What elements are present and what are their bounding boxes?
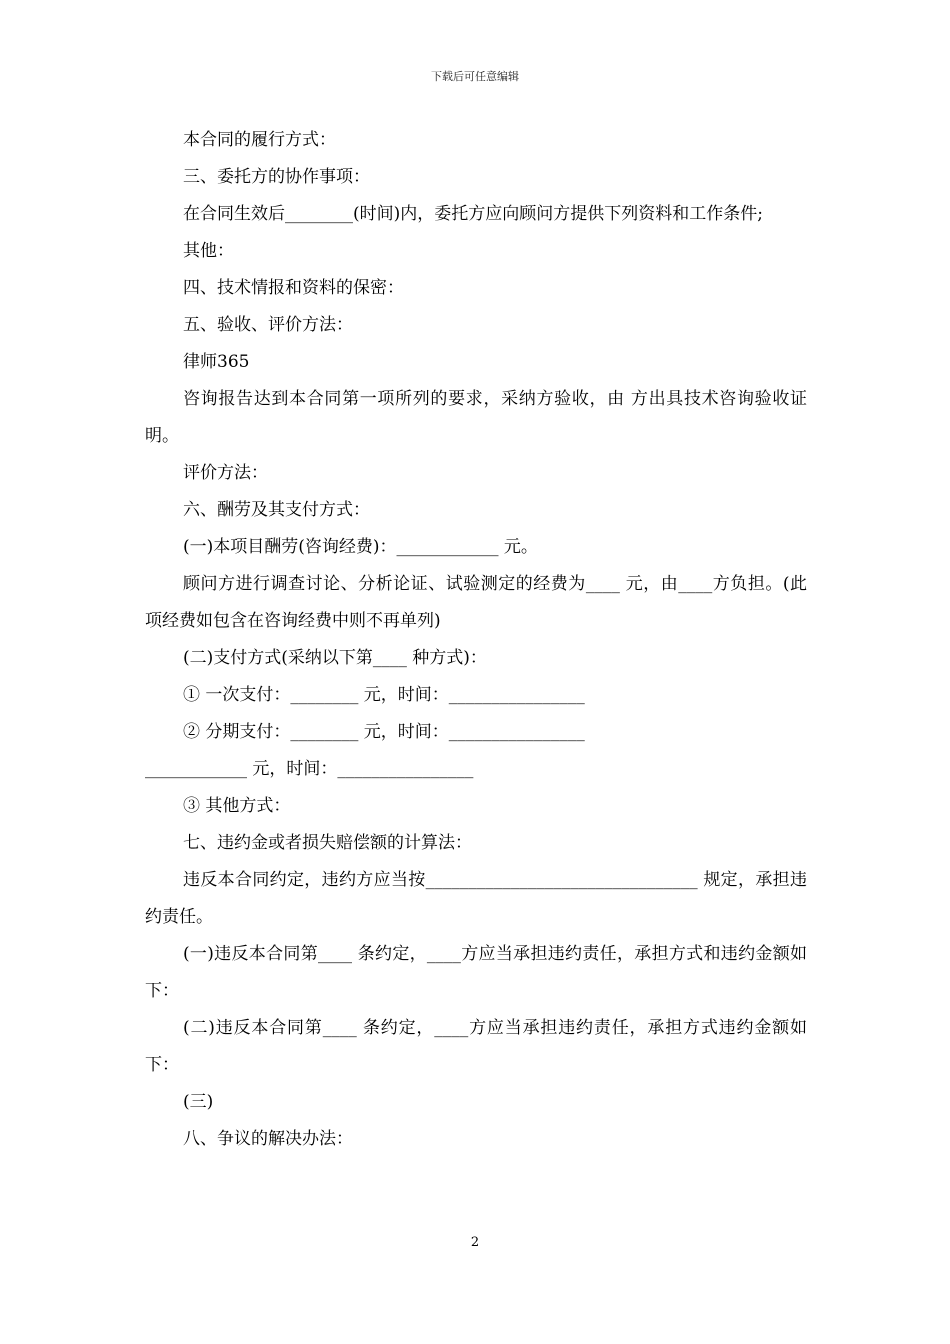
page-header: 下载后可任意编辑 [431,70,519,83]
paragraph: 顾问方进行调查讨论、分析论证、试验测定的经费为____ 元，由____方负担。(此项经费如包含在咨询经费中则不再单列) [145,574,807,631]
section-heading: 四、技术情报和资料的保密： [183,278,404,298]
section-heading: 六、酬劳及其支付方式： [183,500,370,520]
section-heading: 七、违约金或者损失赔偿额的计算法： [183,833,472,853]
paragraph: 咨询报告达到本合同第一项所列的要求，采纳方验收，由 方出具技术咨询验收证明。 [145,389,807,446]
section-heading: 三、委托方的协作事项： [183,167,370,187]
paragraph: 本合同的履行方式： [183,130,336,150]
section-heading: 五、验收、评价方法： [183,315,353,335]
paragraph: 律师365 [183,352,250,372]
paragraph: 评价方法： [183,463,268,483]
page-number: 2 [470,1235,480,1250]
paragraph: (三) [183,1092,214,1112]
paragraph: 其他： [183,241,234,261]
section-heading: 八、争议的解决办法： [183,1129,353,1149]
paragraph: 在合同生效后________(时间)内，委托方应向顾问方提供下列资料和工作条件; [183,204,763,224]
payment-option-line: ① 一次支付：________ 元，时间：________________ [183,685,585,705]
paragraph: 违反本合同约定，违约方应当按________________________________ 规定，承担违约责任。 [145,870,807,927]
payment-option-line: ③ 其他方式： [183,796,291,816]
paragraph: (一)本项目酬劳(咨询经费)：____________ 元。 [183,537,538,557]
document-body [145,122,807,1158]
paragraph: (二)支付方式(采纳以下第____ 种方式)： [183,648,487,668]
paragraph: (二)违反本合同第____ 条约定，____方应当承担违约责任，承担方式违约金额如下： [145,1018,807,1075]
payment-option-line: ____________ 元，时间：________________ [145,759,474,779]
paragraph: (一)违反本合同第____ 条约定，____方应当承担违约责任，承担方式和违约金额如下： [145,944,807,1001]
payment-option-line: ② 分期支付：________ 元，时间：________________ [183,722,585,742]
